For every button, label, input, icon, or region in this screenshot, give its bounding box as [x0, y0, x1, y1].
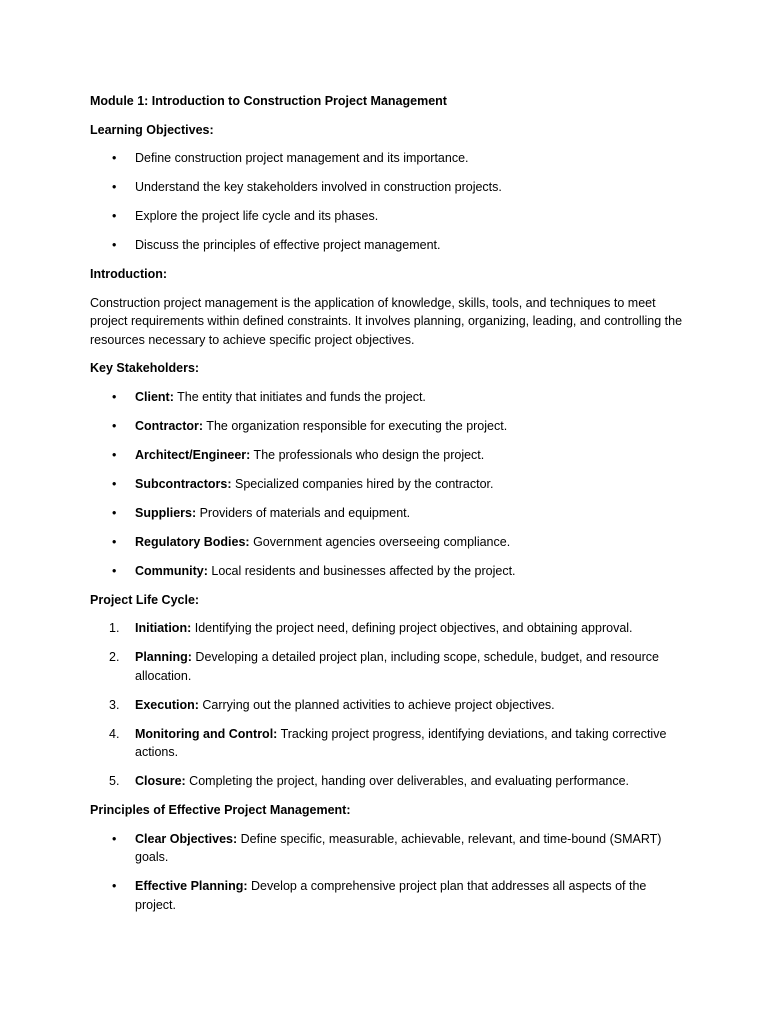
- list-item: • Understand the key stakeholders involved in construction projects.: [90, 178, 690, 197]
- phase-desc: Identifying the project need, defining project objectives, and obtaining approval.: [191, 621, 633, 635]
- stakeholder-term: Architect/Engineer:: [135, 447, 251, 462]
- bullet-icon: •: [112, 180, 117, 194]
- list-number: 4.: [109, 726, 120, 741]
- list-item: [90, 696, 690, 715]
- phase-term: Monitoring and Control:: [135, 726, 278, 741]
- list-item: [90, 830, 690, 867]
- stakeholder-term: Regulatory Bodies:: [135, 534, 250, 549]
- life-cycle-list: [90, 619, 690, 791]
- stakeholder-desc: Local residents and businesses affected by the project.: [207, 563, 516, 578]
- bullet-icon: •: [112, 418, 117, 433]
- list-item: [90, 475, 690, 494]
- list-number: 2.: [109, 650, 120, 664]
- stakeholder-desc: Specialized companies hired by the contractor.: [231, 476, 494, 491]
- list-item: [90, 417, 690, 436]
- principle-desc: Develop a comprehensive project plan that addresses all aspects of the project.: [135, 879, 647, 912]
- list-number: 1.: [109, 621, 120, 635]
- bullet-icon: •: [112, 476, 117, 491]
- principle-term: Clear Objectives:: [135, 831, 238, 846]
- phase-term: Planning:: [135, 650, 192, 664]
- phase-desc: Developing a detailed project plan, including scope, schedule, budget, and resource allocation.: [135, 650, 659, 683]
- bullet-icon: •: [112, 151, 117, 165]
- document-page: [90, 92, 690, 925]
- phase-term: Initiation:: [135, 621, 192, 635]
- list-item: [90, 725, 690, 762]
- list-item: [90, 388, 690, 407]
- bullet-icon: •: [112, 209, 117, 223]
- life-cycle-heading: Project Life Cycle:: [90, 592, 200, 607]
- stakeholder-desc: The organization responsible for executing the project.: [203, 418, 508, 433]
- principles-list: [90, 830, 690, 915]
- principles-heading: Principles of Effective Project Management:: [90, 803, 351, 817]
- bullet-icon: •: [112, 447, 117, 462]
- stakeholder-term: Suppliers:: [135, 505, 197, 520]
- principle-term: Effective Planning:: [135, 879, 248, 893]
- stakeholder-desc: Providers of materials and equipment.: [196, 505, 411, 520]
- list-item: [90, 772, 690, 791]
- stakeholders-list: [90, 388, 690, 581]
- bullet-icon: •: [112, 563, 117, 578]
- bullet-icon: •: [112, 879, 117, 893]
- phase-desc: Carrying out the planned activities to achieve project objectives.: [198, 697, 555, 712]
- list-item: • Define construction project management and its importance.: [90, 149, 690, 168]
- stakeholder-term: Community:: [135, 563, 208, 578]
- introduction-heading: Introduction:: [90, 267, 168, 281]
- phase-term: Execution:: [135, 697, 199, 712]
- stakeholder-term: Contractor:: [135, 418, 204, 433]
- stakeholders-heading: Key Stakeholders:: [90, 361, 200, 375]
- stakeholder-desc: The professionals who design the project.: [250, 447, 485, 462]
- list-item: [90, 877, 690, 914]
- bullet-icon: •: [112, 831, 117, 846]
- list-item: [90, 648, 690, 685]
- learning-objectives-heading: Learning Objectives:: [90, 122, 214, 137]
- introduction-paragraph: Construction project management is the application of knowledge, skills, tools, and techniques to meet project requirements within defined constraints. It involves planning, organizing, leading, and controlling the resources necessary to achieve specific project objectives.: [90, 295, 683, 347]
- learning-objectives-list: [90, 149, 690, 255]
- bullet-icon: •: [112, 238, 117, 252]
- stakeholder-desc: The entity that initiates and funds the project.: [173, 389, 426, 404]
- stakeholder-desc: Government agencies overseeing compliance.: [249, 534, 511, 549]
- stakeholder-term: Subcontractors:: [135, 476, 232, 491]
- list-number: 5.: [109, 774, 120, 788]
- list-item: [90, 533, 690, 552]
- list-number: 3.: [109, 697, 120, 712]
- stakeholder-term: Client:: [135, 389, 174, 404]
- bullet-icon: •: [112, 505, 117, 520]
- phase-desc: Tracking project progress, identifying deviations, and taking corrective actions.: [135, 726, 667, 759]
- list-item: [90, 446, 690, 465]
- list-item: [90, 504, 690, 523]
- list-item: • Discuss the principles of effective project management.: [90, 236, 690, 255]
- phase-term: Closure:: [135, 774, 186, 788]
- principle-desc: Define specific, measurable, achievable, relevant, and time-bound (SMART) goals.: [135, 831, 662, 864]
- bullet-icon: •: [112, 389, 117, 404]
- document-title: Module 1: Introduction to Construction Project Management: [90, 94, 447, 108]
- list-item: [90, 562, 690, 581]
- list-item: • Explore the project life cycle and its phases.: [90, 207, 690, 226]
- phase-desc: Completing the project, handing over deliverables, and evaluating performance.: [185, 774, 630, 788]
- list-item: [90, 619, 690, 638]
- bullet-icon: •: [112, 534, 117, 549]
